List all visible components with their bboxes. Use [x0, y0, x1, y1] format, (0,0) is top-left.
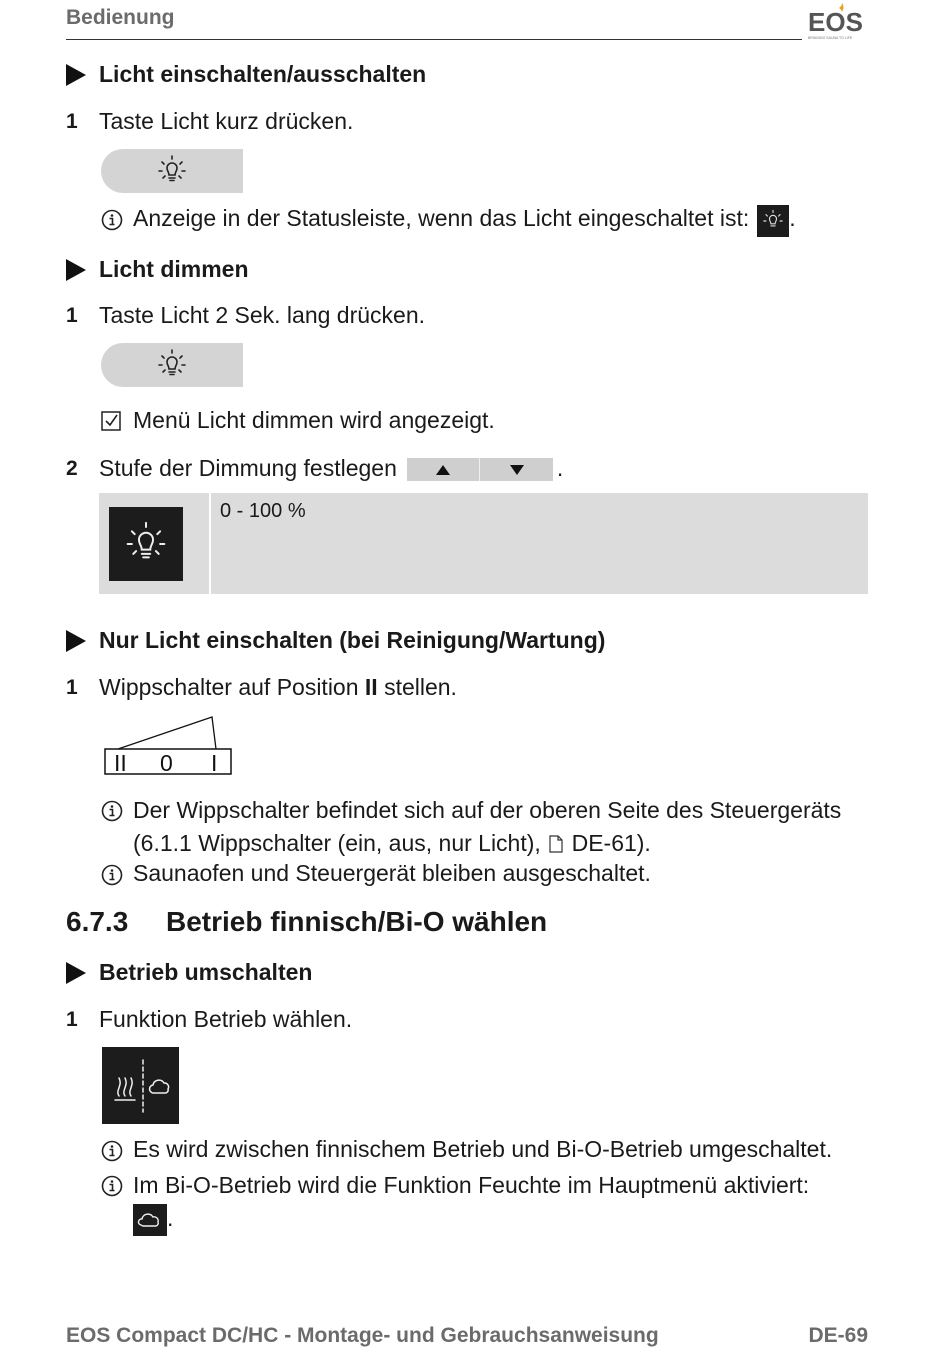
section-heading: 6.7.3 Betrieb finnisch/Bi-O wählen [66, 906, 548, 937]
step-light-dim-press: 1 Taste Licht 2 Sek. lang drücken. [66, 302, 426, 328]
note-humidity-activated: Im Bi-O-Betrieb wird die Funktion Feuchte im Hauptmenü aktiviert: . [101, 1169, 809, 1236]
finnish-bio-icon [109, 1056, 173, 1116]
note-status-bar: Anzeige in der Statusleiste, wenn das Licht eingeschaltet ist: . [101, 205, 796, 237]
procedure-heading-light-dim: Licht dimmen [66, 256, 249, 283]
step-dim-level: 2 Stufe der Dimmung festlegen . [66, 455, 564, 481]
light-bulb-icon [155, 154, 189, 188]
note-mode-toggle: Es wird zwischen finnischem Betrieb und Bi-O-Betrieb umgeschaltet. [101, 1136, 832, 1163]
info-icon [101, 860, 133, 886]
procedure-arrow-icon [66, 64, 86, 86]
eos-logo [806, 0, 872, 42]
note-devices-off: Saunaofen und Steuergerät bleiben ausgeschaltet. [101, 860, 651, 887]
page-reference-icon [549, 835, 563, 853]
note-rocker-location: Der Wippschalter befindet sich auf der oberen Seite des Steuergeräts (6.1.1 Wippschalter (ein, aus, nur Licht), DE-61). [101, 794, 841, 860]
info-icon [101, 1136, 133, 1162]
light-button[interactable] [101, 149, 243, 193]
procedure-arrow-icon [66, 962, 86, 984]
header-divider [66, 39, 802, 40]
procedure-heading-light-only: Nur Licht einschalten (bei Reinigung/Wartung) [66, 627, 605, 654]
dim-level-panel [99, 493, 868, 594]
procedure-heading-light-toggle: Licht einschalten/ausschalten [66, 61, 426, 88]
switch-label-0: 0 [160, 750, 173, 776]
humidity-icon [133, 1204, 167, 1236]
step-rocker-switch: 1 Wippschalter auf Position II stellen. [66, 674, 457, 700]
logo-tagline: BRINGING SAUNA TO LIFE [808, 36, 853, 40]
up-down-buttons [407, 458, 553, 481]
arrow-up-icon [435, 464, 451, 476]
info-icon [101, 794, 133, 822]
footer-document-title: EOS Compact DC/HC - Montage- und Gebrauchsanweisung [66, 1324, 659, 1347]
logo-text: EOS [808, 7, 863, 37]
light-button[interactable] [101, 343, 243, 387]
switch-label-II: II [114, 750, 127, 776]
switch-label-I: I [211, 750, 218, 776]
rocker-switch-diagram [104, 715, 234, 777]
dim-light-icon [109, 507, 183, 581]
arrow-down-button[interactable] [480, 458, 553, 481]
light-bulb-icon [155, 348, 189, 382]
checkbox-checked-icon [101, 407, 133, 431]
info-icon [101, 1169, 133, 1197]
info-icon [101, 205, 133, 231]
footer-page-number: DE-69 [808, 1324, 868, 1347]
header-title: Bedienung [66, 6, 175, 29]
mode-toggle-button[interactable] [102, 1047, 179, 1124]
arrow-down-icon [509, 464, 525, 476]
dim-range-value: 0 - 100 % [220, 500, 306, 522]
step-select-mode: 1 Funktion Betrieb wählen. [66, 1006, 353, 1032]
procedure-heading-mode-switch: Betrieb umschalten [66, 959, 312, 986]
page-footer [66, 1324, 868, 1348]
page-reference-link[interactable]: DE-61). [571, 830, 651, 856]
result-dim-menu: Menü Licht dimmen wird angezeigt. [101, 407, 495, 434]
step-light-toggle: 1 Taste Licht kurz drücken. [66, 108, 354, 134]
procedure-arrow-icon [66, 259, 86, 281]
arrow-up-button[interactable] [407, 458, 480, 481]
procedure-arrow-icon [66, 630, 86, 652]
status-light-icon [757, 205, 789, 237]
